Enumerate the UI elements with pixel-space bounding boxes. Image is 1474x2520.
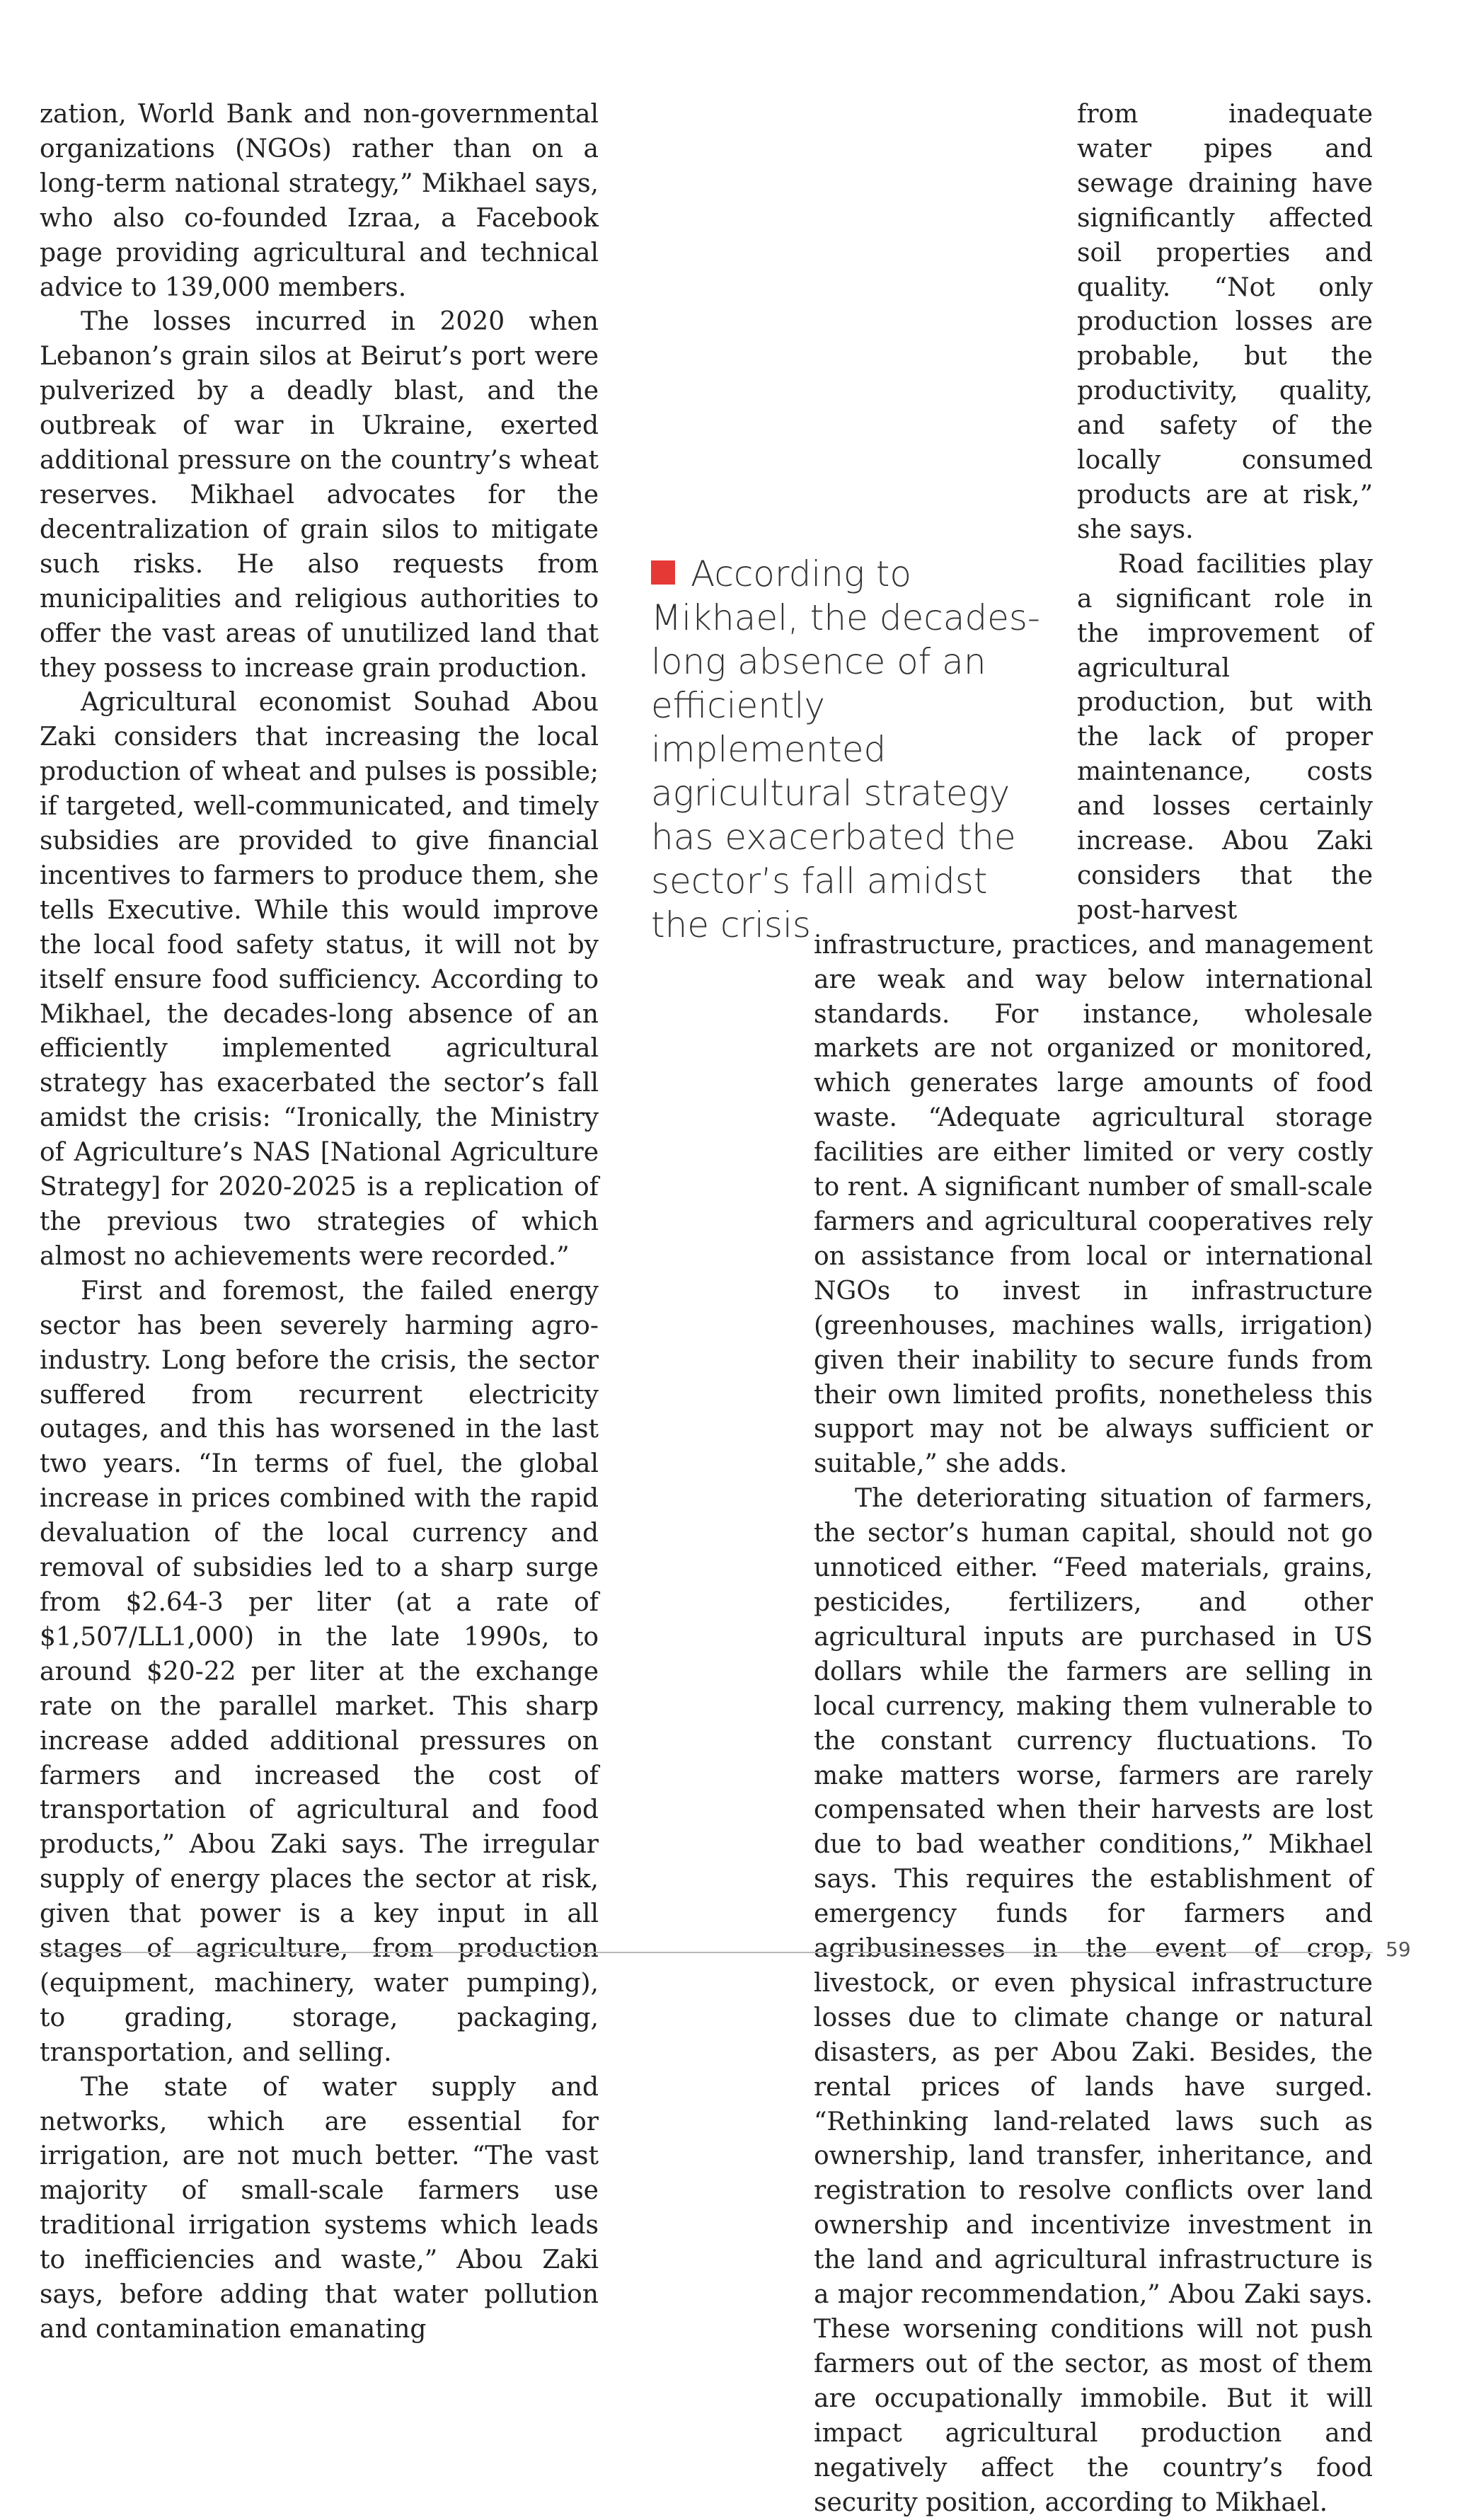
right-text-column [814,98,1373,2520]
body-paragraph: The losses incurred in 2020 when Lebanon’s grain silos at Beirut’s port were pulverized by a deadly blast, and the outbreak of war in Ukraine, exerted additional pressure on the country’s wheat reserves. Mikhael advocates for the decentralization of grain silos to mitigate such risks. He also requests from municipalities and religious authorities to offer the vast areas of unutilized land that they possess to increase grain production. [40,307,599,683]
footer-rule [40,1952,1373,1953]
page-number: 59 [1386,1938,1411,1961]
body-paragraph: Road facilities play a significant role in the improvement of agricultural production, but with the lack of proper maintenance, costs and losses certainly increase. Abou Zaki considers that the post-harvest infrastructure, practices, and management are weak and way below international standards. For instance, wholesale markets are not organized or monitored, which generates large amounts of food waste. “Adequate agricultural storage facilities are either limited or very costly to rent. A significant number of small-scale farmers and agricultural cooperatives rely on assistance from local or international NGOs to invest in infrastructure (greenhouses, machines walls, irrigation) given their inability to secure funds from their own limited profits, nonetheless this support may not be always sufficient or suitable,” she adds. [814,549,1373,1479]
left-text-column [40,98,599,2347]
body-paragraph: Agricultural economist Souhad Abou Zaki considers that increasing the local production of wheat and pulses is possible; if targeted, well-communicated, and timely subsidies are provided to give financial incentives to farmers to produce them, she tells Executive. While this would improve the local food safety status, it will not by itself ensure food sufficiency. According to Mikhael, the decades-long absence of an efficiently implemented agricultural strategy has exacerbated the sector’s fall amidst the crisis: “Ironically, the Ministry of Agriculture’s NAS [National Agriculture Strategy] for 2020-2025 is a replication of the previous two strategies of which almost no achievements were recorded.” [40,688,599,1271]
body-paragraph: from inadequate water pipes and sewage draining have significantly affected soil properties and quality. “Not only production losses are probable, but the productivity, quality, and safety of the locally consumed products are at risk,” she says. [1077,100,1373,544]
body-paragraph: The state of water supply and networks, which are essential for irrigation, are not much better. “The vast majority of small-scale farmers use traditional irrigation systems which leads to inefficiencies and waste,” Abou Zaki says, before adding that water pollution and contamination emanating [40,2072,599,2344]
pull-quote-text: According to Mikhael, the decades-long absence of an efficiently implemented agricultural strategy has exacerbated the sector’s fall amidst the crisis [651,553,1040,945]
body-paragraph: First and foremost, the failed energy sector has been severely harming agro-industry. Long before the crisis, the sector suffered from recurrent electricity outages, and this has worsened in the last two years. “In terms of fuel, the global increase in prices combined with the rapid devaluation of the local currency and removal of subsidies led to a sharp surge from $2.64-3 per liter (at a rate of $1,507/LL1,000) in the late 1990s, to around $20-22 per liter at the exchange rate on the parallel market. This sharp increase added additional pressures on farmers and increased the cost of transportation of agricultural and food products,” Abou Zaki says. The irregular supply of energy places the sector at risk, given that power is a key input in all stages of agriculture, from production (equipment, machinery, water pumping), to grading, storage, packaging, transportation, and selling. [40,1276,599,2067]
pull-quote [651,552,1047,947]
body-paragraph: The deteriorating situation of farmers, the sector’s human capital, should not go unnoticed either. “Feed materials, grains, pesticides, fertilizers, and other agricultural inputs are purchased in US dollars while the farmers are selling in local currency, making them vulnerable to the constant currency fluctuations. To make matters worse, farmers are rarely compensated when their harvests are lost due to bad weather conditions,” Mikhael says. This requires the establishment of emergency funds for farmers and agribusinesses in the event of crop, livestock, or even physical infrastructure losses due to climate change or natural disasters, as per Abou Zaki. Besides, the rental prices of lands have surged. “Rethinking land-related laws such as ownership, land transfer, inheritance, and registration to resolve conflicts over land ownership and incentivize investment in the land and agricultural infrastructure is a major recommendation,” Abou Zaki says. These worsening conditions will not push farmers out of the sector, as most of them are occupationally immobile. But it will impact agricultural production and negatively affect the country’s food security position, according to Mikhael. [814,1484,1373,2517]
red-square-icon [651,560,675,585]
body-paragraph: zation, World Bank and non-governmental organizations (NGOs) rather than on a long-term national strategy,” Mikhael says, who also co-founded Izraa, a Facebook page providing agricultural and technical advice to 139,000 members. [40,100,599,302]
